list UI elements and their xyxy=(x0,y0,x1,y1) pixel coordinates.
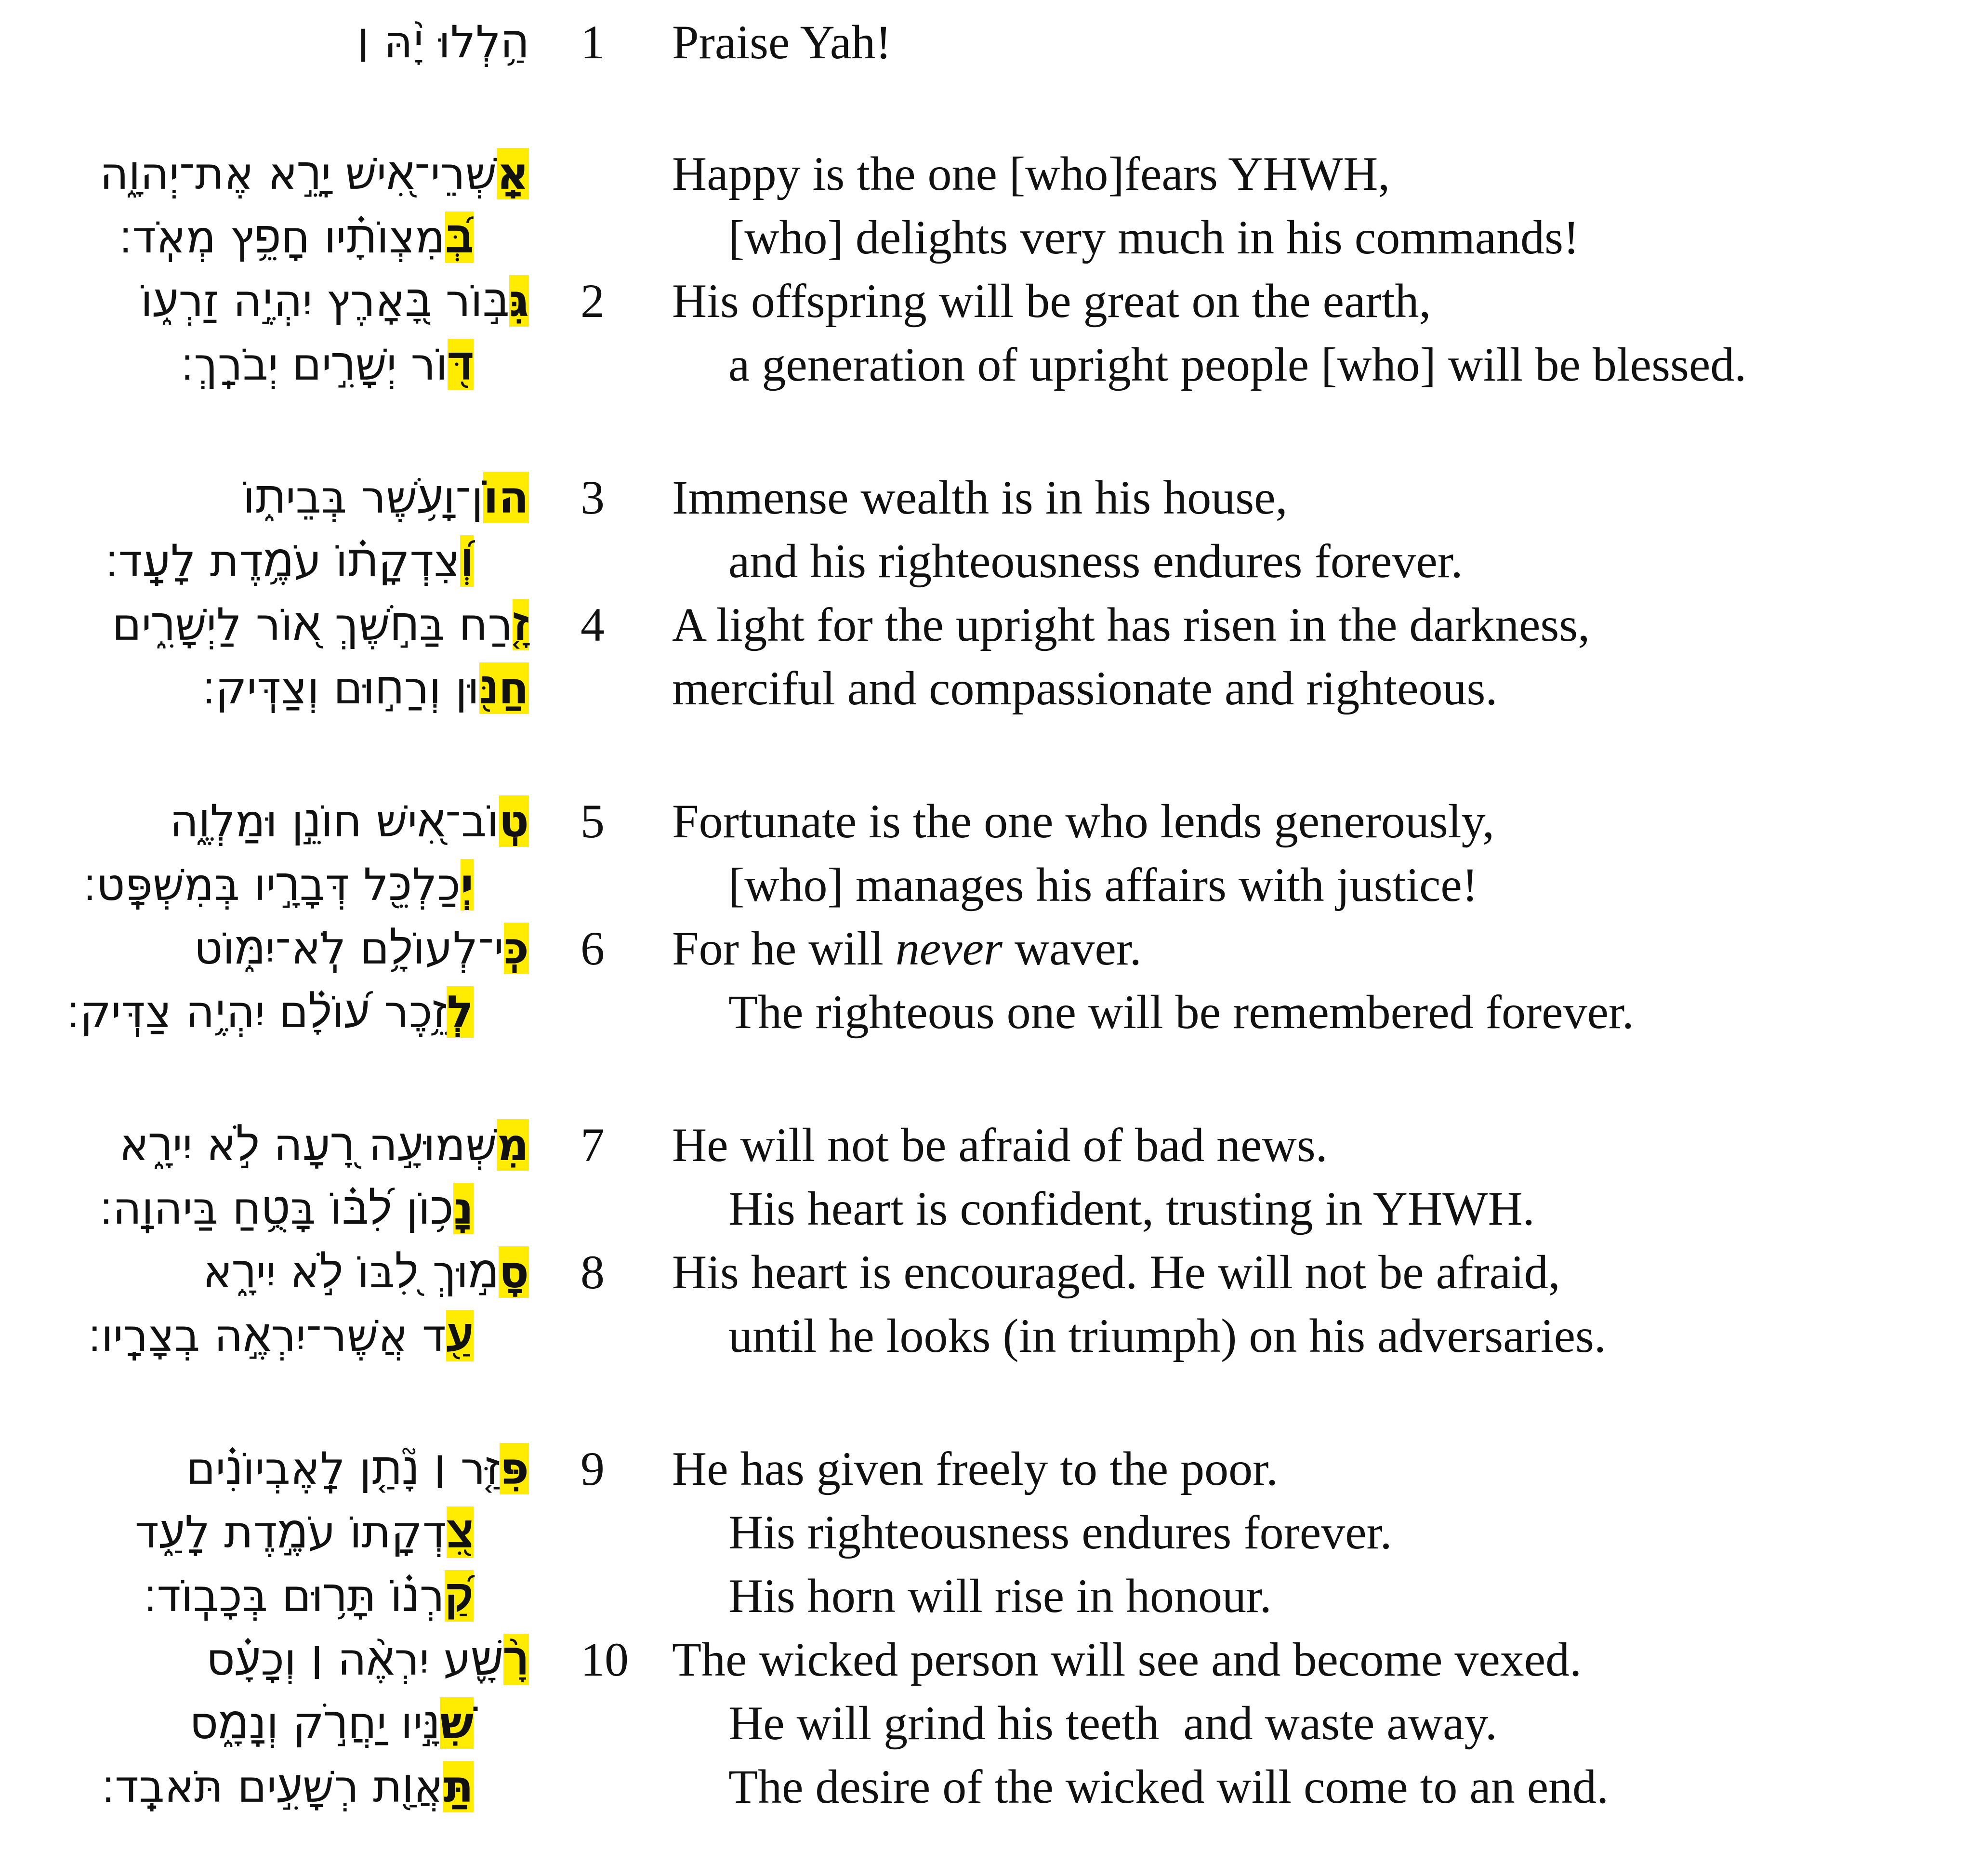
hebrew-text: שְׁרֵי־אִ֭ישׁ יָרֵ֣א אֶת־יְהוָ֑ה xyxy=(100,148,497,199)
hebrew-text: שָׁ֪ע יִרְאֶ֨ה ׀ וְכָעָ֗ס xyxy=(206,1634,503,1685)
hebrew-text: מִצְוֺתָ֗יו חָפֵ֥ץ מְאֹֽד׃ xyxy=(119,211,446,263)
verse-line xyxy=(0,1500,1979,1565)
hebrew-text: רַח בַּחֹ֣שֶׁךְ א֭וֹר לַיְשָׁרִ֑ים xyxy=(112,599,513,650)
acrostic-letter-highlight: לְ xyxy=(447,986,474,1038)
acrostic-letter-highlight: מִ xyxy=(497,1119,529,1171)
hebrew-line xyxy=(66,980,474,1044)
hebrew-text: רְנ֗וֹ תָּר֥וּם בְּכָבֽוֹד׃ xyxy=(144,1570,445,1622)
verse-number: 8 xyxy=(581,1245,605,1299)
hebrew-line xyxy=(194,916,529,981)
english-translation: and his righteousness endures forever. xyxy=(728,534,1463,588)
verse-line xyxy=(0,10,1979,75)
emphasis-text: never xyxy=(895,922,1003,975)
verse-line xyxy=(0,529,1979,594)
hebrew-line xyxy=(112,593,529,657)
english-translation: The desire of the wicked will come to an end. xyxy=(728,1760,1609,1813)
english-translation: [who] delights very much in his commands! xyxy=(728,211,1580,264)
verse-line xyxy=(0,332,1979,397)
hebrew-line xyxy=(144,1564,474,1628)
hebrew-line xyxy=(119,205,474,270)
hebrew-line xyxy=(181,332,474,397)
english-translation: His offspring will be great on the earth, xyxy=(672,274,1431,328)
english-translation xyxy=(672,916,1142,981)
acrostic-letter-highlight: גִּ xyxy=(509,275,529,327)
verse-number: 4 xyxy=(581,598,605,651)
english-translation: His heart is confident, trusting in YHWH. xyxy=(728,1182,1535,1235)
verse-line xyxy=(0,916,1979,981)
hebrew-line xyxy=(119,1113,529,1177)
english-translation: His horn will rise in honour. xyxy=(728,1569,1272,1623)
acrostic-letter-highlight: יְ xyxy=(460,859,474,911)
english-translation: [who] manages his affairs with justice! xyxy=(728,858,1478,912)
hebrew-text: הַ֥לְלוּ יָ֨הּ ׀ xyxy=(356,16,529,68)
english-translation: His righteousness endures forever. xyxy=(728,1506,1392,1559)
verse-line xyxy=(0,269,1979,333)
hebrew-line xyxy=(189,1691,474,1756)
acrostic-letter-highlight: הוֹ xyxy=(483,472,529,523)
acrostic-letter-highlight: תַּ xyxy=(443,1761,474,1812)
english-translation: until he looks (in triumph) on his adversaries. xyxy=(728,1309,1606,1362)
verse-line xyxy=(0,465,1979,530)
hebrew-text: ן־וָעֹ֥שֶׁר בְּבֵית֑וֹ xyxy=(243,472,484,523)
acrostic-letter-highlight: אַֽ xyxy=(497,148,529,199)
verse-line xyxy=(0,1564,1979,1628)
hebrew-line xyxy=(100,1176,474,1241)
verse-number: 9 xyxy=(581,1442,605,1495)
hebrew-line xyxy=(88,1304,474,1368)
verse-line xyxy=(0,205,1979,270)
english-translation: He will not be afraid of bad news. xyxy=(672,1118,1328,1172)
english-translation: He has given freely to the poor. xyxy=(672,1442,1278,1495)
verse-line xyxy=(0,1755,1979,1819)
hebrew-line xyxy=(83,853,474,917)
verse-number: 10 xyxy=(581,1633,629,1686)
hebrew-text: זַּ֤ר ׀ נָ֘תַ֤ן לָֽאֶבְיוֹנִ֗ים xyxy=(186,1443,500,1494)
hebrew-text: בּ֣וֹר בָּ֭אָרֶץ יִהְיֶ֣ה זַרְע֑וֹ xyxy=(140,275,509,327)
verse-line xyxy=(0,1691,1979,1756)
english-translation: Praise Yah! xyxy=(672,15,892,69)
english-translation: Immense wealth is in his house, xyxy=(672,471,1288,524)
verse-number: 6 xyxy=(581,922,605,975)
acrostic-letter-highlight: רָ֨ xyxy=(503,1634,529,1685)
verse-number: 3 xyxy=(581,471,605,524)
hebrew-text: מ֣וּךְ לִ֭בּוֹ לֹ֣א יִירָ֑א xyxy=(203,1246,499,1298)
verse-line xyxy=(0,1240,1979,1305)
hebrew-text: כ֥וֹן לִ֝בּ֗וֹ בָּטֻ֥חַ בַּיהוָֽה׃ xyxy=(99,1183,454,1234)
acrostic-letter-highlight: כִּֽ xyxy=(503,923,529,974)
hebrew-text: כַלְכֵּ֖ל דְּבָרָ֣יו בְּמִשְׁפָּֽט׃ xyxy=(83,859,461,911)
hebrew-text: דְקָתוֹ עֹמֶ֣דֶת לָעַ֑ד xyxy=(134,1506,447,1558)
verse-line xyxy=(0,980,1979,1044)
acrostic-letter-highlight: בְּ֝ xyxy=(445,211,474,263)
hebrew-line xyxy=(100,142,529,206)
english-translation: merciful and compassionate and righteous. xyxy=(672,661,1498,715)
hebrew-text: וֹב־אִ֭ישׁ חוֹנֵ֣ן וּמַלְוֶ֑ה xyxy=(170,795,499,847)
english-translation: The wicked person will see and become vexed. xyxy=(672,1633,1582,1686)
acrostic-letter-highlight: טֽ xyxy=(499,795,529,847)
hebrew-line xyxy=(141,269,529,333)
english-translation: Fortunate is the one who lends generously, xyxy=(672,794,1495,848)
hebrew-text: י־לְעוֹלָ֥ם לֹֽא־יִמּ֑וֹט xyxy=(194,923,504,974)
verse-number: 2 xyxy=(581,274,605,328)
hebrew-text: זֵ֥כֶר ע֝וֹלָ֗ם יִהְיֶ֥ה צַדִּֽיק׃ xyxy=(66,986,447,1038)
acrostic-letter-highlight: דּ֖ xyxy=(448,339,474,390)
hebrew-text: אֲוַ֖ת רְשָׁעִ֣ים תֹּאבֵֽד׃ xyxy=(102,1761,444,1812)
acrostic-letter-highlight: נָ xyxy=(453,1183,474,1234)
verse-line xyxy=(0,1437,1979,1501)
acrostic-letter-highlight: שִׁ xyxy=(440,1697,474,1749)
acrostic-letter-highlight: סָ xyxy=(499,1246,529,1298)
english-text: For he will xyxy=(672,922,896,975)
hebrew-line xyxy=(203,1240,529,1305)
acrostic-letter-highlight: זָ֤ xyxy=(513,599,529,650)
hebrew-line xyxy=(170,789,529,854)
hebrew-line xyxy=(202,656,529,721)
hebrew-text: וּן וְרַח֣וּם וְצַדִּֽיק׃ xyxy=(202,662,480,714)
hebrew-line xyxy=(206,1627,529,1692)
english-translation: The righteous one will be remembered forever. xyxy=(728,985,1634,1039)
english-translation: a generation of upright people [who] will be blessed. xyxy=(728,338,1747,391)
acrostic-letter-highlight: עַ֖ xyxy=(446,1310,474,1361)
hebrew-line xyxy=(243,465,529,530)
verse-number: 5 xyxy=(581,794,605,848)
verse-number: 1 xyxy=(581,15,605,69)
verse-line xyxy=(0,142,1979,206)
hebrew-line xyxy=(186,1437,529,1501)
hebrew-text: ד אֲשֶׁר־יִרְאֶ֣ה בְצָרָֽיו׃ xyxy=(88,1310,447,1361)
verse-line xyxy=(0,789,1979,854)
english-text: waver. xyxy=(1002,922,1142,975)
verse-line xyxy=(0,1176,1979,1241)
verse-number: 7 xyxy=(581,1118,605,1172)
hebrew-line xyxy=(105,529,474,594)
english-translation: His heart is encouraged. He will not be afraid, xyxy=(672,1245,1560,1299)
english-translation: A light for the upright has risen in the darkness, xyxy=(672,598,1590,651)
hebrew-text: נָּ֣יו יַחֲרֹ֣ק וְנָמָ֑ס xyxy=(189,1697,440,1749)
verse-line xyxy=(0,593,1979,657)
verse-line xyxy=(0,1113,1979,1177)
verse-line xyxy=(0,853,1979,917)
english-translation: Happy is the one [who]fears YHWH, xyxy=(672,147,1390,200)
verse-line xyxy=(0,1627,1979,1692)
acrostic-letter-highlight: חַנּ֖ xyxy=(479,662,529,714)
hebrew-text: וֹר יְשָׁרִ֣ים יְבֹרָֽךְ׃ xyxy=(181,339,448,390)
hebrew-line xyxy=(356,10,529,75)
english-translation: He will grind his teeth and waste away. xyxy=(728,1696,1497,1750)
acrostic-letter-highlight: קַ֝ xyxy=(444,1570,474,1622)
acrostic-letter-highlight: פִּ xyxy=(500,1443,529,1494)
verse-line xyxy=(0,1304,1979,1368)
acrostic-letter-highlight: צִ֭ xyxy=(446,1506,474,1558)
hebrew-text: שְּׁמוּעָ֣ה רָ֭עָה לֹ֣א יִירָ֑א xyxy=(119,1119,497,1171)
hebrew-text: צִדְקָת֗וֹ עֹמֶ֥דֶת לָעַֽד׃ xyxy=(105,535,461,587)
acrostic-letter-highlight: וְ֝ xyxy=(460,535,474,587)
hebrew-line xyxy=(135,1500,474,1565)
hebrew-line xyxy=(102,1755,474,1819)
verse-line xyxy=(0,656,1979,721)
